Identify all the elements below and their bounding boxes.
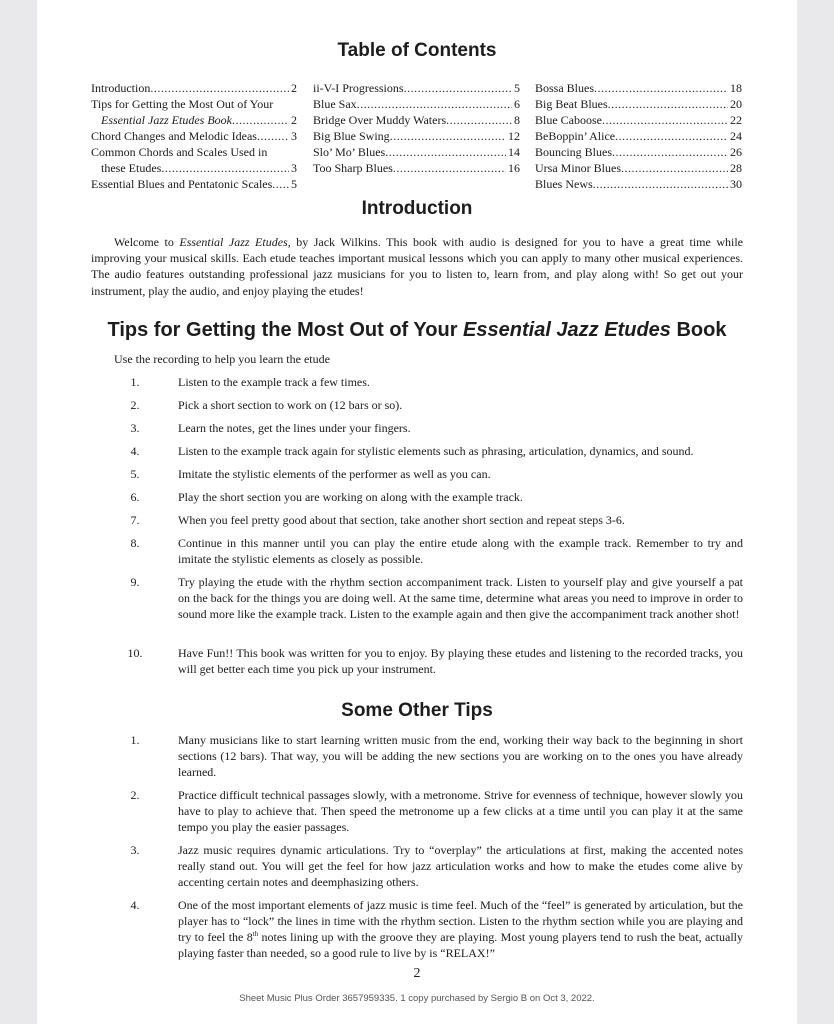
introduction-paragraph: Welcome to Essential Jazz Etudes, by Jack Wilkins. This book with audio is designed for you to have a great time while improving your musical skills. Each etude teaches important musical lessons which you can apply to many other musical experiences. The audio features outstanding professional jazz musicians for you to listen to, learn from, and play along with! So get out your instrument, play the audio, and enjoy playing the etudes! — [91, 235, 743, 298]
introduction-heading: Introduction — [361, 198, 473, 219]
tips-lead-text: Use the recording to help you learn the etude — [114, 352, 330, 366]
document-page: Table of Contents Introduction ..... 2 Tips for Getting the Most Out of Your Essential Jazz Etudes Book ..... 2 Chord Changes and Melodic Ideas ..... 3 Common Chords and Scales Used in these Etudes ..... 3 Essential Blues and Pentatonic Scales ..... 5 ii-V-I Progressions ..... 5 Blue Sax ..... 6 Bridge Over Muddy Waters ..... 8 Big Blue Swing ..... 12 Slo’ Mo’ Blues ..... 14 Too Sharp Blues ..... 16 Bossa Blues ..... 18 Big Beat Blues ..... 20 Blue Caboose ..... 22 BeBoppin’ Alice ..... 24 Bouncing Blues ..... 26 Ursa Minor Blues ..... 28 Blues News ..... 30 Introduction Welcome to Essential Jazz Etudes, by Jack Wilkins. This book with audio is designed for you to have a great time while improving your musical skills. Each etude teaches important musical lessons which you can apply to many other musical experiences. The audio features outstanding professional jazz musicians for you to listen to, learn from, and play along with! So get out your instrument, play the audio, and enjoy playing the etudes! Tips for Getting the Most Out of Your Essential Jazz Etudes Book Use the recording to help you learn the etude 1. Listen to the example track a few times. 2. Pick a short section to work on (12 bars or so). 3. Learn the notes, get the lines under your fingers. 4. Listen to the example track again for stylistic elements such as phrasing, articulation, dynamics, and sound. 5. Imitate the stylistic elements of the performer as well as you can. 6. Play the short section you are working on along with the example track. 7. When you feel pretty good about that section, take another short section and repeat steps 3-6. 8. Continue in this manner until you can play the entire etude along with the example track. Remember to try and imitate the stylistic elements as closely as possible. 9. Try playing the etude with the rhythm section accompaniment track. Listen to yourself play and give yourself a pat on the back for the things you are doing well. At the same time, determine what areas you need to improve in order to sound more like the example track. Listen to the example again and then give the accompaniment track another shot! 10. Have Fun!! This book was written for you to enjoy. By playing these etudes and listening to the recorded tracks, you will get better each time you pick up your instrument. Some Other Tips 1. Many musicians like to start learning written music from the end, working their way back to the beginning in short sections (12 bars). That way, you will be adding the new sections you are working on to the ones you have already learned. 2. Practice difficult technical passages slowly, with a metronome. Strive for evenness of technique, however slowly you have to play to achieve that. Then speed the metronome up a few clicks at a time until you can play it at the same tempo you play the easier passages. 3. Jazz music requires dynamic articulations. Try to “overplay” the articulations at first, making the accented notes really stand out. You will get the feel for how jazz articulation works and how to make the etudes come alive by accenting certain notes and deemphasizing others. 4. One of the most important elements of jazz music is time feel. Much of the “feel” is generated by articulation, but the player has to “lock” the lines in time with the rhythm section. Listen to the rhythm section while you are playing and try to feel the 8th notes lining up with the groove they are playing. Most young players tend to rush the beat, actually playing faster than needed, so a good rule to live by is “RELAX!” 2 Sheet Music Plus Order 3657959335. 1 copy purchased by Sergio B on Oct 3, 2022. — [37, 0, 797, 1024]
toc-entry[interactable]: Bridge Over Muddy Waters ..... 8 — [313, 112, 520, 128]
purchase-footer: Sheet Music Plus Order 3657959335. 1 copy purchased by Sergio B on Oct 3, 2022. — [239, 993, 595, 1004]
toc-entry[interactable]: these Etudes ..... 3 — [91, 160, 297, 176]
toc-entry[interactable]: Common Chords and Scales Used in — [91, 145, 268, 159]
toc-entry[interactable]: Blues News ..... 30 — [535, 176, 742, 192]
toc-entry[interactable]: BeBoppin’ Alice ..... 24 — [535, 128, 742, 144]
toc-entry[interactable]: Big Blue Swing ..... 12 — [313, 128, 520, 144]
toc-entry[interactable]: Bossa Blues ..... 18 — [535, 80, 742, 96]
toc-entry[interactable]: Blue Sax ..... 6 — [313, 96, 520, 112]
toc-entry[interactable]: Introduction ..... 2 — [91, 80, 297, 96]
toc-entry[interactable]: Bouncing Blues ..... 26 — [535, 144, 742, 160]
toc-entry[interactable]: Essential Blues and Pentatonic Scales ..... 5 — [91, 176, 297, 192]
toc-column-1 — [91, 80, 297, 192]
toc-entry[interactable]: Tips for Getting the Most Out of Your — [91, 97, 274, 111]
other-tips-heading: Some Other Tips — [341, 700, 493, 721]
toc-entry[interactable]: Too Sharp Blues ..... 16 — [313, 160, 520, 176]
page-number: 2 — [413, 966, 421, 981]
toc-heading: Table of Contents — [337, 40, 497, 61]
tips-heading: Tips for Getting the Most Out of Your Essential Jazz Etudes Book — [107, 319, 727, 341]
toc-entry[interactable]: Blue Caboose ..... 22 — [535, 112, 742, 128]
toc-entry[interactable]: Slo’ Mo’ Blues ..... 14 — [313, 144, 520, 160]
toc-column-3 — [535, 80, 742, 192]
toc-entry[interactable]: Essential Jazz Etudes Book ..... 2 — [91, 112, 297, 128]
toc-entry[interactable]: Chord Changes and Melodic Ideas ..... 3 — [91, 128, 297, 144]
toc-column-2 — [313, 80, 520, 176]
toc-entry[interactable]: ii-V-I Progressions ..... 5 — [313, 80, 520, 96]
toc-entry[interactable]: Big Beat Blues ..... 20 — [535, 96, 742, 112]
toc-entry[interactable]: Ursa Minor Blues ..... 28 — [535, 160, 742, 176]
